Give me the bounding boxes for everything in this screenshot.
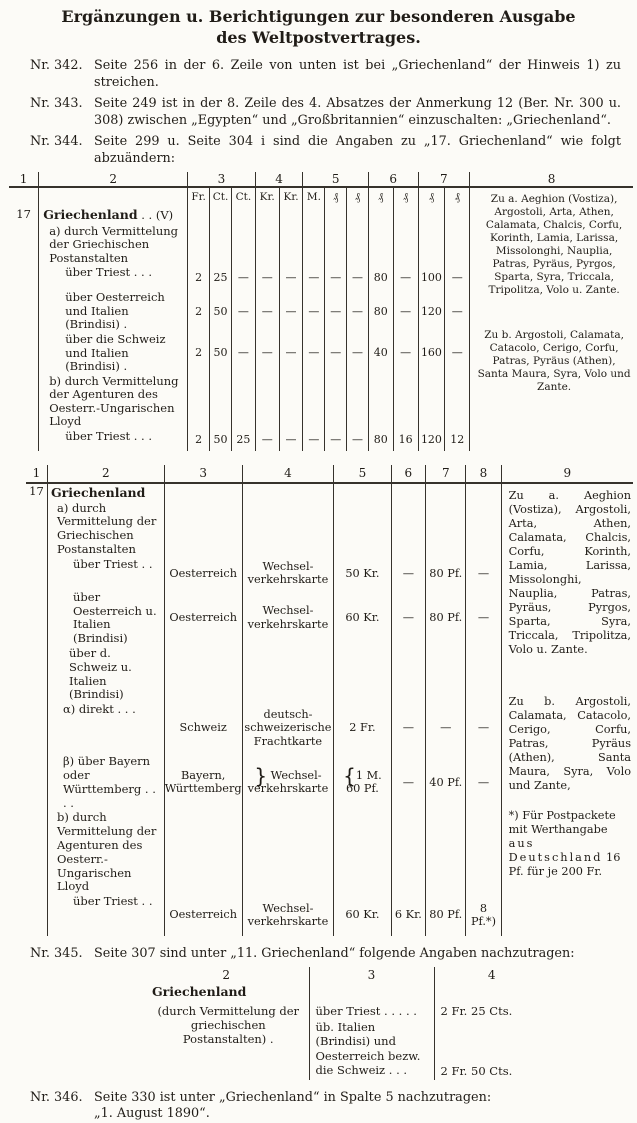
- rate-cell: 2: [188, 332, 210, 374]
- rate-cell: —: [391, 754, 426, 810]
- rate-cell: —: [325, 332, 347, 374]
- left-brace: }: [254, 763, 268, 788]
- unit-header: ₰: [445, 187, 470, 207]
- rate-cell: —: [426, 702, 466, 754]
- unit-header: Fr.: [188, 187, 210, 207]
- rate-cell: —: [347, 332, 369, 374]
- unit-header: Ct.: [210, 187, 232, 207]
- rate-cell: 60 Kr.: [334, 894, 391, 936]
- rate-cell: —: [466, 557, 501, 590]
- entry-text: Seite 256 in der 6. Zeile von unten ist bei „Griechenland“ der Hinweis 1) zu streichen.: [94, 58, 621, 91]
- rate-cell: —: [231, 265, 255, 290]
- col-number: 9: [501, 465, 633, 483]
- rate-cell: 2: [188, 429, 210, 451]
- rate-cell: —: [255, 332, 279, 374]
- country-name: Griechenland: [43, 206, 138, 222]
- col-number: 4: [255, 172, 303, 187]
- card-cell: Wechselverkehrskarte: [242, 590, 334, 646]
- route-sub-label: über d. Schweiz u. Italien (Brindisi): [69, 646, 132, 702]
- country-cell: Oesterreich: [164, 894, 242, 936]
- section-b-label: b) durch Vermittelung der Agenturen des Oesterr.-Ungarischen Lloyd: [57, 810, 157, 894]
- col-number: 1: [26, 465, 48, 483]
- rate-cell: 120: [418, 429, 445, 451]
- entry-nr344: [4, 134, 633, 168]
- unit-header: Kr.: [255, 187, 279, 207]
- rate-cell: 2: [188, 290, 210, 332]
- rate-cell: —: [445, 265, 470, 290]
- card-cell: Wechselverkehrskarte: [242, 894, 334, 936]
- card-cell: deutsch-schweizerische Frachtkarte: [242, 702, 334, 754]
- entry-text-line2: „1. August 1890“.: [94, 1106, 210, 1122]
- rate-cell: 12: [445, 429, 470, 451]
- col-number: 8: [470, 172, 633, 187]
- rate-cell: —: [347, 265, 369, 290]
- rate-cell: —: [325, 265, 347, 290]
- note-zu-b: Zu b. Argostoli, Calamata, Catacolo, Cerigo, Corfu, Patras, Pyräus (Athen), Santa Maura, Syra, Volo und Zante,: [508, 694, 631, 792]
- route-label: über Triest . .: [73, 894, 153, 909]
- route-label: über Triest . . . . .: [309, 982, 434, 1020]
- entry-number: Nr. 342.: [30, 58, 83, 74]
- rate-cell: 50: [210, 429, 232, 451]
- table3-column-number-row: [144, 967, 549, 982]
- rate-cell: —: [255, 429, 279, 451]
- rate-cell: 2 Fr. 25 Cts.: [434, 982, 549, 1020]
- col-number: 2: [39, 172, 188, 187]
- rate-cell: —: [325, 290, 347, 332]
- rate-cell: —: [303, 265, 325, 290]
- col-number: 1: [9, 172, 39, 187]
- route-label: über Oesterreich u. Italien (Brindisi): [73, 589, 157, 646]
- rate-cell: —: [255, 265, 279, 290]
- card-cell: } Wechselverkehrskarte: [242, 754, 334, 810]
- rate-cell: —: [391, 557, 426, 590]
- entry-nr345: [4, 946, 633, 963]
- unit-header: Ct.: [231, 187, 255, 207]
- rate-cell: 80: [368, 429, 393, 451]
- rate-cell: 60 Kr.: [334, 590, 391, 646]
- rates-table-299: [9, 172, 633, 451]
- footnote-spaced-text: aus Deutschland: [508, 836, 603, 864]
- rate-cell: —: [231, 290, 255, 332]
- rate-cell: —: [303, 429, 325, 451]
- unit-header: ₰: [368, 187, 393, 207]
- note-zu-a: Zu a. Aeghion (Vostiza), Argostoli, Arta, Athen, Calamata, Chalcis, Corfu, Korinth, Lamia, Larissa, Missolonghi, Nauplia, Patras, Pyräus, Pyrgos, Sparta, Syra, Triccala, Tripolitza, Volo u. Zante.: [485, 192, 623, 296]
- route-label: über die Schweiz und Italien (Brindisi) .: [65, 331, 166, 374]
- rate-cell: 80 Pf.: [426, 590, 466, 646]
- country-name: Griechenland: [152, 984, 247, 1000]
- col-number: 5: [334, 465, 391, 483]
- rate-cell: —: [231, 332, 255, 374]
- rate-cell: 2: [188, 265, 210, 290]
- rates-table-304: [26, 465, 633, 936]
- col-number: 2: [222, 967, 231, 982]
- col-number: 4: [242, 465, 334, 483]
- country-sub-label: (durch Vermittelung der griechischen Postanstalten) .: [157, 1003, 300, 1047]
- table2-row-country: [26, 483, 633, 501]
- col-number: 3: [309, 967, 434, 982]
- country-suffix: . . (V): [141, 207, 174, 222]
- rate-cell: 25: [210, 265, 232, 290]
- entry-number: Nr. 343.: [30, 96, 83, 111]
- rate-cell: 80: [368, 265, 393, 290]
- route-label: β) über Bayern oder Württemberg . . . .: [63, 754, 156, 810]
- rate-cell: —: [466, 590, 501, 646]
- rate-cell: 80 Pf.: [426, 894, 466, 936]
- rate-cell: —: [279, 290, 303, 332]
- col-number: 3: [188, 172, 256, 187]
- country-cell: Bayern, Württemberg: [164, 754, 242, 810]
- footnote: *) Für Postpackete mit Werthangabe aus Deutschland 16 Pf. für je 200 Fr.: [508, 808, 621, 878]
- rate-cell: —: [279, 429, 303, 451]
- col-number: 4: [434, 967, 549, 982]
- country-cell: Oesterreich: [164, 590, 242, 646]
- rate-cell: 80 Pf.: [426, 557, 466, 590]
- rate-cell: 80: [368, 290, 393, 332]
- rate-cell: 50 Kr.: [334, 557, 391, 590]
- table2-notes-column: [501, 483, 633, 936]
- country-name: Griechenland: [51, 484, 146, 500]
- col-number: 6: [368, 172, 418, 187]
- rate-cell: 120: [418, 290, 445, 332]
- rate-cell: —: [445, 332, 470, 374]
- entry-nr342: [4, 58, 633, 92]
- table1-currency-unit-row: [9, 187, 633, 207]
- unit-header: Kr.: [279, 187, 303, 207]
- rates-table-307: [144, 967, 549, 1080]
- rate-cell: 6 Kr.: [391, 894, 426, 936]
- rate-cell: 8 Pf.*): [466, 894, 501, 936]
- unit-header: ₰: [325, 187, 347, 207]
- rate-cell: —: [325, 429, 347, 451]
- entry-text: Seite 299 u. Seite 304 i sind die Angaben zu „17. Griechenland“ wie folgt abzuändern:: [94, 133, 621, 166]
- row-number: 17: [16, 206, 31, 221]
- entry-text: Seite 330 ist unter „Griechenland“ in Spalte 5 nachzutragen:: [94, 1089, 492, 1105]
- title-line-2: des Weltpostvertrages.: [216, 28, 421, 48]
- note-zu-a: Zu a. Aeghion (Vostiza), Argostoli, Arta, Athen, Calamata, Chalcis, Corfu, Korinth, Lamia, Larissa, Missolonghi, Nauplia, Patras, Pyräus, Pyrgos, Sparta, Syra, Triccala, Tripolitza, Volo u. Zante.: [508, 488, 631, 656]
- section-a-label: a) durch Vermittelung der Griechischen Postanstalten: [57, 500, 157, 557]
- country-cell: Schweiz: [164, 702, 242, 754]
- entry-nr346: [4, 1090, 633, 1123]
- row-number: 17: [29, 483, 44, 498]
- rate-cell: 2 Fr. 50 Cts.: [434, 1020, 549, 1080]
- col-number: 7: [426, 465, 466, 483]
- route-label: über Triest . . .: [65, 428, 153, 443]
- route-label: über Oesterreich und Italien (Brindisi) .: [65, 290, 165, 332]
- rate-cell: 50: [210, 290, 232, 332]
- rate-cell: —: [347, 429, 369, 451]
- col-number: 6: [391, 465, 426, 483]
- title-line-1: Ergänzungen u. Berichtigungen zur besonderen Ausgabe: [61, 7, 576, 26]
- rate-cell: —: [393, 290, 418, 332]
- rate-cell: 100: [418, 265, 445, 290]
- rate-cell: —: [466, 702, 501, 754]
- document-title: [4, 6, 633, 48]
- note-zu-b: Zu b. Argostoli, Calamata, Catacolo, Cerigo, Corfu, Patras, Pyräus (Athen), Santa Maura, Syra, Volo und Zante.: [477, 328, 631, 393]
- entry-text: Seite 307 sind unter „11. Griechenland“ folgende Angaben nachzutragen:: [94, 946, 575, 962]
- rate-cell: —: [303, 332, 325, 374]
- route-label: üb. Italien (Brindisi) und Oesterreich bezw. die Schweiz . . .: [309, 1020, 434, 1080]
- rate-cell: {1 M. 60 Pf.: [334, 754, 391, 810]
- rate-cell: 16: [393, 429, 418, 451]
- col-number: 5: [303, 172, 368, 187]
- rate-cell: 40: [368, 332, 393, 374]
- col-number: 3: [164, 465, 242, 483]
- entry-number: Nr. 345.: [30, 946, 83, 962]
- rate-cell: —: [303, 290, 325, 332]
- rate-cell: 160: [418, 332, 445, 374]
- rate-cell: —: [279, 332, 303, 374]
- rate-cell: —: [393, 332, 418, 374]
- col-number: 8: [466, 465, 501, 483]
- route-label: α) direkt . . .: [63, 702, 136, 717]
- table1-notes-column: [470, 187, 633, 451]
- rate-cell: —: [279, 265, 303, 290]
- rate-cell: 40 Pf.: [426, 754, 466, 810]
- rate-cell: —: [391, 590, 426, 646]
- table3-row-triest: [144, 982, 549, 1020]
- entry-nr343: [4, 96, 633, 130]
- rate-cell: —: [466, 754, 501, 810]
- route-label: über Triest . . .: [65, 265, 153, 280]
- rate-cell: 25: [231, 429, 255, 451]
- route-label: über Triest . .: [73, 556, 153, 571]
- section-b-label: b) durch Vermittelung der Agenturen des Oesterr.-Ungarischen Lloyd: [49, 373, 179, 429]
- table2-column-number-row: [26, 465, 633, 483]
- rate-cell: —: [255, 290, 279, 332]
- rate-cell: —: [347, 290, 369, 332]
- entry-text: Seite 249 ist in der 8. Zeile des 4. Absatzes der Anmerkung 12 (Ber. Nr. 300 u. 308) zwischen „Egypten“ und „Großbritannien“ einzuschalten: „Griechenland“.: [94, 96, 621, 128]
- table1-column-number-row: [9, 172, 633, 187]
- entry-number: Nr. 346.: [30, 1089, 83, 1105]
- country-cell: Oesterreich: [164, 557, 242, 590]
- section-a-label: a) durch Vermittelung der Griechischen Postanstalten: [49, 223, 178, 265]
- unit-header: M.: [303, 187, 325, 207]
- rate-cell: 50: [210, 332, 232, 374]
- right-brace: {: [343, 763, 356, 788]
- rate-cell: 2 Fr.: [334, 702, 391, 754]
- entry-number: Nr. 344.: [30, 133, 83, 149]
- unit-header: ₰: [418, 187, 445, 207]
- rate-cell: —: [393, 265, 418, 290]
- col-number: 2: [48, 465, 165, 483]
- col-number: 7: [418, 172, 470, 187]
- rate-cell: —: [391, 702, 426, 754]
- unit-header: ₰: [347, 187, 369, 207]
- unit-header: ₰: [393, 187, 418, 207]
- card-cell: Wechselverkehrskarte: [242, 557, 334, 590]
- rate-cell: —: [445, 290, 470, 332]
